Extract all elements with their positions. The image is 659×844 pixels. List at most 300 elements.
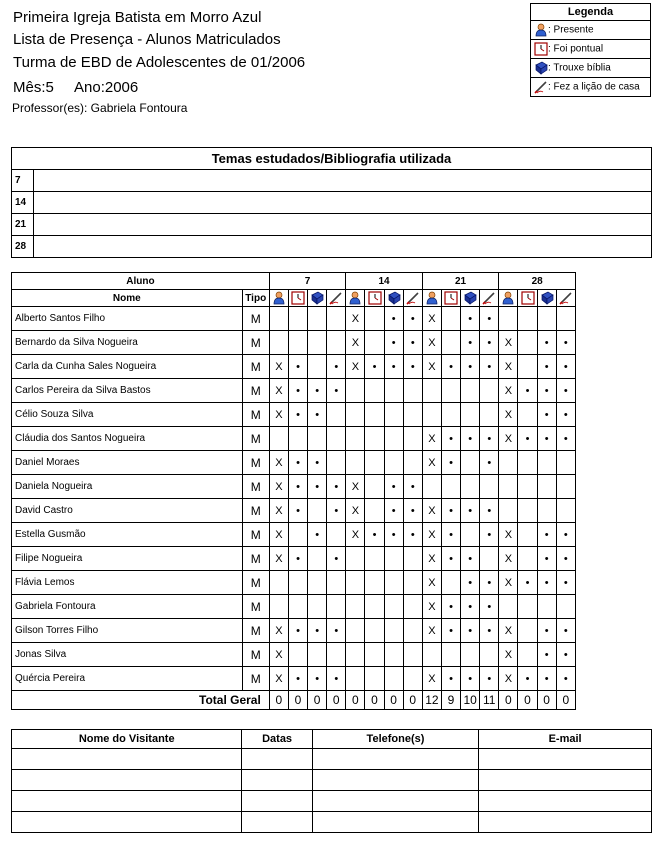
- student-row: [12, 403, 576, 427]
- total-value: 9: [441, 691, 460, 710]
- attendance-mark: [441, 379, 460, 403]
- clock-icon: [368, 291, 382, 305]
- bible-icon: [540, 291, 554, 305]
- criterion-header: [537, 290, 556, 307]
- attendance-mark: [365, 403, 384, 427]
- attendance-mark: •: [537, 643, 556, 667]
- attendance-mark: •: [518, 571, 537, 595]
- attendance-mark: [537, 451, 556, 475]
- attendance-mark: [480, 379, 499, 403]
- theme-row: [12, 236, 652, 258]
- visitor-cell: [479, 812, 652, 833]
- student-name: Carla da Cunha Sales Nogueira: [12, 355, 243, 379]
- attendance-mark: [365, 307, 384, 331]
- attendance-mark: [384, 643, 403, 667]
- attendance-mark: •: [480, 619, 499, 643]
- attendance-mark: •: [480, 451, 499, 475]
- attendance-mark: •: [308, 379, 327, 403]
- attendance-mark: •: [537, 379, 556, 403]
- attendance-mark: [365, 451, 384, 475]
- attendance-mark: •: [556, 427, 575, 451]
- week-header: 7: [269, 273, 346, 290]
- attendance-mark: [327, 595, 346, 619]
- attendance-mark: [365, 427, 384, 451]
- attendance-mark: X: [499, 427, 518, 451]
- visitor-column-header: Datas: [242, 730, 312, 749]
- attendance-mark: [441, 571, 460, 595]
- attendance-mark: [346, 595, 365, 619]
- attendance-mark: [308, 571, 327, 595]
- attendance-mark: [518, 355, 537, 379]
- attendance-mark: X: [422, 355, 441, 379]
- attendance-mark: [384, 667, 403, 691]
- attendance-mark: [365, 595, 384, 619]
- visitor-row: [12, 749, 652, 770]
- attendance-mark: X: [499, 331, 518, 355]
- visitor-cell: [12, 812, 242, 833]
- attendance-mark: [346, 547, 365, 571]
- attendance-mark: [269, 307, 288, 331]
- attendance-mark: X: [422, 331, 441, 355]
- student-type: M: [242, 643, 269, 667]
- attendance-mark: X: [269, 667, 288, 691]
- visitor-cell: [312, 749, 478, 770]
- total-value: 0: [537, 691, 556, 710]
- attendance-mark: [403, 547, 422, 571]
- student-name: Carlos Pereira da Silva Bastos: [12, 379, 243, 403]
- attendance-mark: [556, 595, 575, 619]
- visitor-cell: [242, 770, 312, 791]
- attendance-mark: [346, 619, 365, 643]
- attendance-mark: •: [480, 523, 499, 547]
- theme-row: [12, 170, 652, 192]
- attendance-mark: •: [384, 523, 403, 547]
- total-value: 0: [518, 691, 537, 710]
- theme-week-label: 28: [12, 236, 34, 258]
- attendance-mark: [308, 643, 327, 667]
- attendance-mark: •: [537, 427, 556, 451]
- visitor-cell: [312, 812, 478, 833]
- attendance-mark: •: [308, 619, 327, 643]
- attendance-mark: X: [422, 595, 441, 619]
- attendance-mark: [288, 595, 307, 619]
- attendance-mark: •: [441, 547, 460, 571]
- attendance-mark: [384, 403, 403, 427]
- attendance-mark: •: [384, 499, 403, 523]
- visitor-cell: [312, 770, 478, 791]
- attendance-mark: X: [346, 307, 365, 331]
- student-name: Alberto Santos Filho: [12, 307, 243, 331]
- attendance-mark: X: [269, 523, 288, 547]
- attendance-mark: X: [499, 643, 518, 667]
- total-value: 0: [384, 691, 403, 710]
- attendance-mark: [461, 643, 480, 667]
- student-group-header: Aluno: [12, 273, 270, 290]
- attendance-mark: •: [461, 499, 480, 523]
- attendance-mark: •: [288, 355, 307, 379]
- legend-item: [531, 59, 651, 78]
- attendance-mark: [308, 427, 327, 451]
- attendance-mark: •: [480, 595, 499, 619]
- attendance-mark: [365, 643, 384, 667]
- attendance-mark: X: [499, 547, 518, 571]
- clock-icon: [534, 42, 548, 56]
- criterion-header: [403, 290, 422, 307]
- attendance-mark: [518, 619, 537, 643]
- attendance-mark: •: [537, 667, 556, 691]
- attendance-mark: [499, 475, 518, 499]
- visitor-row: [12, 791, 652, 812]
- attendance-mark: [327, 523, 346, 547]
- attendance-mark: [384, 547, 403, 571]
- attendance-mark: X: [269, 643, 288, 667]
- attendance-mark: [288, 307, 307, 331]
- student-type: M: [242, 475, 269, 499]
- attendance-mark: [384, 595, 403, 619]
- student-row: [12, 451, 576, 475]
- attendance-mark: [537, 499, 556, 523]
- student-row: [12, 595, 576, 619]
- list-title: Lista de Presença - Alunos Matriculados: [13, 31, 281, 48]
- clock-icon: [291, 291, 305, 305]
- criterion-header: [365, 290, 384, 307]
- attendance-table: [11, 272, 576, 710]
- visitor-cell: [12, 791, 242, 812]
- criterion-header: [461, 290, 480, 307]
- student-type: M: [242, 355, 269, 379]
- criterion-header: [288, 290, 307, 307]
- theme-week-label: 21: [12, 214, 34, 236]
- bible-icon: [387, 291, 401, 305]
- pen-icon: [534, 80, 548, 94]
- student-name: Daniela Nogueira: [12, 475, 243, 499]
- attendance-mark: [269, 595, 288, 619]
- attendance-mark: •: [288, 499, 307, 523]
- attendance-mark: [327, 427, 346, 451]
- student-name: Daniel Moraes: [12, 451, 243, 475]
- attendance-mark: [346, 643, 365, 667]
- attendance-mark: X: [269, 475, 288, 499]
- attendance-mark: [384, 379, 403, 403]
- attendance-mark: [346, 427, 365, 451]
- legend-item: [531, 78, 651, 97]
- attendance-mark: •: [288, 619, 307, 643]
- attendance-mark: [461, 523, 480, 547]
- attendance-mark: [518, 331, 537, 355]
- total-row: [12, 691, 576, 710]
- year-label: Ano:2006: [74, 79, 139, 96]
- attendance-mark: [499, 595, 518, 619]
- attendance-mark: X: [346, 499, 365, 523]
- theme-cell: [34, 214, 652, 236]
- attendance-mark: •: [518, 379, 537, 403]
- attendance-mark: X: [422, 571, 441, 595]
- attendance-mark: •: [556, 643, 575, 667]
- attendance-mark: •: [556, 403, 575, 427]
- attendance-mark: [499, 307, 518, 331]
- attendance-mark: [537, 475, 556, 499]
- type-header: Tipo: [242, 290, 269, 307]
- attendance-mark: •: [308, 403, 327, 427]
- attendance-mark: [346, 667, 365, 691]
- attendance-mark: X: [422, 307, 441, 331]
- attendance-mark: [499, 499, 518, 523]
- attendance-mark: [403, 595, 422, 619]
- name-header: Nome: [12, 290, 243, 307]
- clock-icon: [521, 291, 535, 305]
- attendance-mark: [346, 379, 365, 403]
- attendance-mark: [269, 427, 288, 451]
- attendance-mark: •: [288, 379, 307, 403]
- attendance-mark: •: [537, 547, 556, 571]
- visitor-cell: [242, 812, 312, 833]
- month-label: Mês:5: [13, 79, 54, 96]
- attendance-mark: [556, 499, 575, 523]
- visitor-row: [12, 770, 652, 791]
- attendance-mark: •: [384, 331, 403, 355]
- themes-title: Temas estudados/Bibliografia utilizada: [12, 148, 652, 170]
- attendance-mark: •: [537, 571, 556, 595]
- attendance-mark: [441, 331, 460, 355]
- student-row: [12, 571, 576, 595]
- student-row: [12, 667, 576, 691]
- attendance-mark: [403, 427, 422, 451]
- class-title: Turma de EBD de Adolescentes de 01/2006: [13, 54, 306, 71]
- student-type: M: [242, 595, 269, 619]
- legend-item-label: : Trouxe bíblia: [548, 62, 611, 74]
- attendance-mark: •: [308, 667, 327, 691]
- attendance-mark: •: [288, 475, 307, 499]
- student-row: [12, 355, 576, 379]
- attendance-mark: [403, 667, 422, 691]
- theme-row: [12, 214, 652, 236]
- attendance-mark: [441, 403, 460, 427]
- student-name: Gilson Torres Filho: [12, 619, 243, 643]
- attendance-mark: •: [288, 451, 307, 475]
- attendance-mark: [384, 571, 403, 595]
- teacher-label: Professor(es): Gabriela Fontoura: [12, 101, 188, 115]
- pen-icon: [329, 291, 343, 305]
- attendance-mark: •: [480, 499, 499, 523]
- attendance-mark: •: [327, 475, 346, 499]
- attendance-mark: X: [499, 403, 518, 427]
- attendance-mark: [556, 475, 575, 499]
- student-name: Cláudia dos Santos Nogueira: [12, 427, 243, 451]
- student-row: [12, 619, 576, 643]
- attendance-mark: [327, 571, 346, 595]
- attendance-mark: [308, 307, 327, 331]
- attendance-mark: •: [518, 427, 537, 451]
- student-row: [12, 499, 576, 523]
- total-value: 0: [308, 691, 327, 710]
- attendance-mark: •: [308, 475, 327, 499]
- attendance-mark: •: [537, 403, 556, 427]
- criterion-header: [269, 290, 288, 307]
- attendance-mark: [422, 475, 441, 499]
- criterion-header: [441, 290, 460, 307]
- attendance-mark: [346, 403, 365, 427]
- pen-icon: [559, 291, 573, 305]
- attendance-mark: •: [461, 427, 480, 451]
- student-type: M: [242, 571, 269, 595]
- attendance-mark: •: [327, 667, 346, 691]
- attendance-mark: •: [556, 667, 575, 691]
- bible-icon: [534, 61, 548, 75]
- attendance-mark: X: [269, 499, 288, 523]
- attendance-mark: •: [461, 667, 480, 691]
- attendance-mark: [288, 427, 307, 451]
- attendance-mark: •: [480, 571, 499, 595]
- legend-title: Legenda: [531, 4, 651, 21]
- attendance-mark: [556, 451, 575, 475]
- attendance-mark: [537, 595, 556, 619]
- attendance-mark: [308, 331, 327, 355]
- criterion-header: [556, 290, 575, 307]
- attendance-mark: [518, 643, 537, 667]
- attendance-mark: [518, 451, 537, 475]
- student-type: M: [242, 499, 269, 523]
- visitors-table: [11, 729, 652, 833]
- attendance-mark: X: [269, 379, 288, 403]
- student-name: Filipe Nogueira: [12, 547, 243, 571]
- student-name: David Castro: [12, 499, 243, 523]
- theme-cell: [34, 170, 652, 192]
- attendance-mark: •: [441, 451, 460, 475]
- attendance-mark: [365, 499, 384, 523]
- attendance-mark: •: [461, 355, 480, 379]
- student-name: Quércia Pereira: [12, 667, 243, 691]
- visitor-cell: [242, 749, 312, 770]
- attendance-mark: •: [327, 619, 346, 643]
- total-value: 10: [461, 691, 480, 710]
- attendance-mark: [288, 523, 307, 547]
- attendance-mark: •: [288, 667, 307, 691]
- attendance-mark: •: [441, 523, 460, 547]
- attendance-mark: [441, 475, 460, 499]
- attendance-mark: [403, 619, 422, 643]
- attendance-mark: [461, 379, 480, 403]
- attendance-mark: •: [403, 499, 422, 523]
- attendance-mark: X: [499, 355, 518, 379]
- student-name: Gabriela Fontoura: [12, 595, 243, 619]
- attendance-mark: •: [556, 619, 575, 643]
- attendance-mark: X: [499, 523, 518, 547]
- attendance-mark: X: [422, 667, 441, 691]
- attendance-mark: X: [346, 331, 365, 355]
- attendance-mark: [327, 307, 346, 331]
- visitor-row: [12, 812, 652, 833]
- legend-item-label: : Foi pontual: [548, 43, 604, 55]
- attendance-mark: [327, 403, 346, 427]
- student-row: [12, 331, 576, 355]
- attendance-mark: •: [327, 355, 346, 379]
- attendance-mark: [518, 307, 537, 331]
- attendance-mark: •: [537, 619, 556, 643]
- criterion-header: [422, 290, 441, 307]
- attendance-mark: [365, 547, 384, 571]
- attendance-mark: X: [422, 547, 441, 571]
- attendance-mark: •: [461, 571, 480, 595]
- attendance-mark: [518, 523, 537, 547]
- bible-icon: [463, 291, 477, 305]
- total-value: 0: [499, 691, 518, 710]
- attendance-mark: •: [556, 355, 575, 379]
- attendance-mark: [308, 355, 327, 379]
- attendance-mark: [518, 475, 537, 499]
- visitor-cell: [479, 791, 652, 812]
- attendance-mark: •: [384, 475, 403, 499]
- student-row: [12, 307, 576, 331]
- attendance-mark: [403, 403, 422, 427]
- week-header: 28: [499, 273, 576, 290]
- theme-row: [12, 192, 652, 214]
- attendance-mark: X: [346, 355, 365, 379]
- attendance-mark: •: [441, 427, 460, 451]
- attendance-mark: [365, 619, 384, 643]
- attendance-mark: •: [327, 379, 346, 403]
- student-type: M: [242, 523, 269, 547]
- attendance-mark: •: [365, 523, 384, 547]
- attendance-mark: •: [441, 499, 460, 523]
- student-type: M: [242, 307, 269, 331]
- themes-table: [11, 147, 652, 258]
- legend-item-label: : Fez a lição de casa: [548, 81, 640, 93]
- theme-week-label: 7: [12, 170, 34, 192]
- criterion-header: [308, 290, 327, 307]
- student-name: Bernardo da Silva Nogueira: [12, 331, 243, 355]
- attendance-mark: [461, 403, 480, 427]
- attendance-mark: [403, 571, 422, 595]
- attendance-mark: •: [556, 331, 575, 355]
- attendance-mark: •: [441, 667, 460, 691]
- attendance-mark: [327, 331, 346, 355]
- student-type: M: [242, 619, 269, 643]
- attendance-mark: [365, 379, 384, 403]
- attendance-mark: •: [556, 547, 575, 571]
- attendance-mark: [480, 403, 499, 427]
- attendance-mark: •: [288, 403, 307, 427]
- total-value: 0: [269, 691, 288, 710]
- attendance-mark: [518, 547, 537, 571]
- attendance-mark: [384, 427, 403, 451]
- attendance-mark: •: [480, 307, 499, 331]
- person-icon: [534, 23, 548, 37]
- student-type: M: [242, 403, 269, 427]
- person-icon: [501, 291, 515, 305]
- bible-icon: [310, 291, 324, 305]
- attendance-mark: [346, 451, 365, 475]
- attendance-mark: X: [269, 403, 288, 427]
- attendance-mark: [537, 307, 556, 331]
- student-type: M: [242, 427, 269, 451]
- attendance-mark: [441, 643, 460, 667]
- legend-item: [531, 40, 651, 59]
- attendance-mark: •: [461, 331, 480, 355]
- student-row: [12, 643, 576, 667]
- theme-cell: [34, 192, 652, 214]
- criterion-header: [384, 290, 403, 307]
- attendance-mark: •: [441, 595, 460, 619]
- attendance-mark: •: [537, 331, 556, 355]
- pen-icon: [406, 291, 420, 305]
- clock-icon: [444, 291, 458, 305]
- attendance-mark: [461, 475, 480, 499]
- attendance-mark: •: [556, 571, 575, 595]
- attendance-mark: X: [422, 451, 441, 475]
- total-value: 0: [327, 691, 346, 710]
- attendance-mark: [499, 451, 518, 475]
- attendance-mark: •: [461, 547, 480, 571]
